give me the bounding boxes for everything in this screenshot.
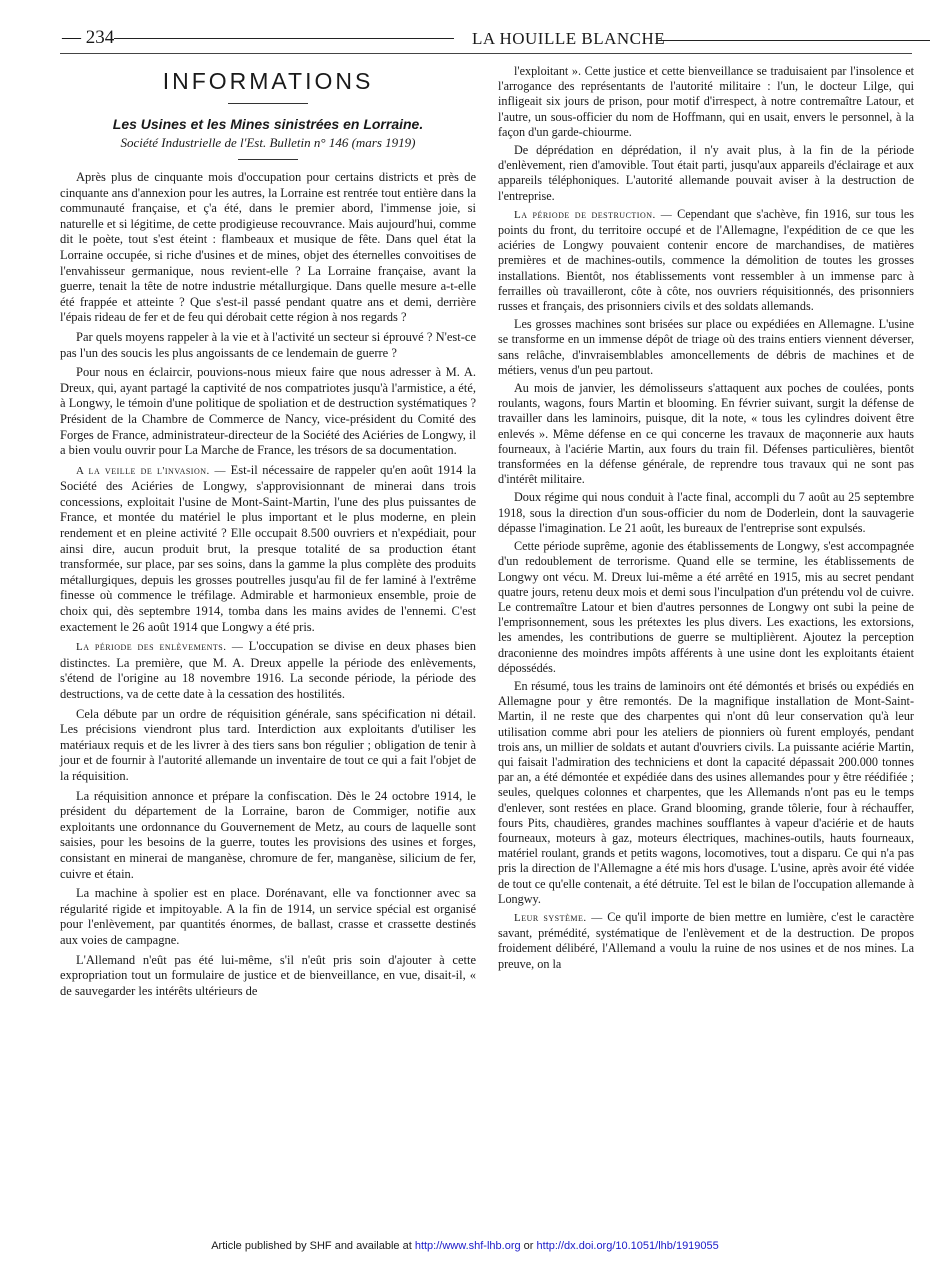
footer bbox=[0, 1240, 930, 1252]
section-lead: A la veille de l'invasion. — bbox=[76, 464, 226, 477]
paragraph-text: De déprédation en déprédation, il n'y avait plus, à la fin de la période d'enlèvement, rien d'amovible. Tout était parti, jusqu'aux appareils d'éclairage et aux appareils téléphoniques. L'autorité allemande pouvait aviser à la destruction de l'entreprise. bbox=[498, 143, 914, 203]
paragraph bbox=[498, 381, 914, 487]
paragraph-text: l'exploitant ». Cette justice et cette bienveillance se traduisaient par l'insolence et l'arrogance des représentants de l'autorité militaire : l'un, le docteur Lilge, qui infligeait six jours de prison, pour motif d'irrespect, à notre contremaître Latour, et l'autre, un sous-officier du nom de Hoffmann, qui en usait, envers le personnel, à la façon d'un garde-chiourme. bbox=[498, 64, 914, 139]
paragraph-text: L'occupation se divise en deux phases bien distinctes. La première, que M. A. Dreux appelle la période des enlèvements, s'étend de l'origine au 18 novembre 1916. La seconde période, la période des destructions, va de cette date à la cessation des hostilités. bbox=[60, 639, 476, 701]
page-number: — 234 bbox=[62, 27, 115, 48]
left-column-body bbox=[60, 170, 476, 999]
article-title: Les Usines et les Mines sinistrées en Lorraine. bbox=[112, 116, 424, 132]
paragraph-text: La machine à spolier est en place. Dorénavant, elle va fonctionner avec sa régularité rigide et impitoyable. A la fin de 1914, un service spécial est organisé pour l'enlèvement, par quantités énormes, de ballast, crasse et crassette destinés aux voies de campagne. bbox=[60, 886, 476, 947]
paragraph-text: Cela débute par un ordre de réquisition générale, sans spécification ni détail. Les précisions viendront plus tard. Interdiction aux exploitants d'utiliser les matériaux requis et de les livrer à des tiers sans bon régulier ; obligation de tenir à jour et de fournir à l'autorité allemande un inventaire de tout ce qui a fait l'objet de la réquisition. bbox=[60, 706, 476, 783]
page-header bbox=[62, 27, 912, 49]
paragraph-text: Au mois de janvier, les démolisseurs s'attaquent aux poches de coulées, ponts roulants, wagons, fours Martin et blooming. En février suivant, surgit la défense de travailler dans les laminoirs, puisque, dit la note, « tous les cylindres doivent être enlevés ». Même défense en ce qui concerne les travaux de maçonnerie aux hauts fourneaux, à l'aciérie Martin, aux fours du train fil. Défenses particulières, bientôt transformées en la défense générale, de reprendre tous travaux qui ne sont pas d'intérêt militaire. bbox=[498, 381, 914, 487]
footer-text: Article published by SHF and available at bbox=[211, 1240, 415, 1252]
header-rule-left bbox=[114, 38, 454, 39]
title-rule bbox=[228, 103, 308, 104]
left-column bbox=[60, 64, 476, 1003]
paragraph bbox=[498, 207, 914, 314]
article-source: Société Industrielle de l'Est. Bulletin n° 146 (mars 1919) bbox=[120, 135, 416, 150]
journal-title: LA HOUILLE BLANCHE bbox=[472, 29, 666, 48]
footer-link-doi[interactable]: http://dx.doi.org/10.1051/lhb/1919055 bbox=[536, 1240, 719, 1252]
section-lead: Leur système. — bbox=[514, 911, 603, 924]
paragraph bbox=[60, 170, 476, 326]
paragraph bbox=[60, 953, 476, 1000]
paragraph bbox=[498, 64, 914, 140]
section-title: INFORMATIONS bbox=[162, 68, 374, 94]
paragraph bbox=[498, 910, 914, 972]
paragraph-text: En résumé, tous les trains de laminoirs ont été démontés et brisés ou expédiés en Allemagne pour y être remontés. De la magnifique installation de Mont-Saint-Martin, il ne reste que des charpentes qui n'ont dû leur conservation qu'à leur utilisation comme abri pour les ateliers de pionniers où furent employés, pendant trois ans, un millier de soldats et autant d'ouvriers civils. La puissante aciérie Martin, qui faisait l'admiration des techniciens et dont la capacité dépassait 200.000 tonnes par an, a été démontée et expédiée dans des usines allemandes pour y être réédifiée ; seules, quelques colonnes et charpentes, que les Allemands n'ont pas eu le temps d'enlever, sont restées en place. Grand blooming, grande tôlerie, four à réchauffer, fours Pits, chaudières, grandes machines soufflantes à vapeur d'aciérie et de hauts fourneaux, moteurs à gaz, moteurs électriques, machines-outils, hauts fourneaux, matériel roulant, grands et petits wagons, locomotives, tout a disparu. Ce qui n'a pas pris la direction de l'Allemagne a été mis hors d'usage. L'usine, après avoir été vidée de tout ce qu'elle contenait, a été détruite. Tel est le bilan de l'occupation allemande à Longwy. bbox=[498, 678, 914, 906]
header-rule-right bbox=[658, 40, 930, 41]
section-lead: La période de destruction. — bbox=[514, 208, 673, 221]
paragraph-text: Cette période suprême, agonie des établissements de Longwy, s'est accompagnée d'un redoublement de terrorisme. Quand elle se termine, les établissements de Longwy ont vécu. M. Dreux lui-même a été arrêté en 1915, mis au secret pendant quatre jours, retenu deux mois et demi sous l'inculpation d'un prétendu vol de cuivre. Le contremaître Latour et bien d'autres personnes de Longwy ont subi la peine de l'emprisonnement, sous les prétextes les plus divers. Les exactions, les extorsions, les amendes, les contributions de guerre se multiplièrent. Ajoutez la perception draconienne des moindres impôts afférents à une usine dont les exploitants étaient dépossédés. bbox=[498, 539, 914, 675]
section-lead: La période des enlèvements. — bbox=[76, 641, 244, 654]
paragraph-text: Par quels moyens rappeler à la vie et à l'activité un secteur si éprouvé ? N'est-ce pas l'un des soucis les plus angoissants de ce lendemain de guerre ? bbox=[60, 329, 476, 360]
paragraph-text: Pour nous en éclaircir, pouvions-nous mieux faire que nous adresser à M. A. Dreux, qui, ayant partagé la captivité de nos compatriotes jusqu'à l'armistice, a été, à Longwy, le témoin d'une politique de spoliation et de destruction systématiques ? Président de la Chambre de Commerce de Nancy, vice-président du Comité des Forges de France, administrateur-directeur de la Société des Aciéries de Longwy, il a bien voulu ouvrir pour La Marche de France, les trésors de sa documentation. bbox=[60, 365, 476, 458]
paragraph bbox=[60, 365, 476, 459]
paragraph bbox=[60, 639, 476, 702]
paragraph bbox=[498, 679, 914, 907]
paragraph bbox=[498, 143, 914, 204]
paragraph-text: Les grosses machines sont brisées sur place ou expédiées en Allemagne. L'usine se transforme en un immense dépôt de triage où des trains entiers viennent déverser, sans relâche, d'invraisemblables amoncellements de débris de machines et de métiers, venus d'un peu partout. bbox=[498, 317, 914, 377]
right-column-body bbox=[498, 64, 914, 972]
paragraph-text: Est-il nécessaire de rappeler qu'en août 1914 la Société des Aciéries de Longwy, s'approvisionnant de minerai dans trois concessions, exploitait l'usine de Mont-Saint-Martin, l'une des plus puissantes de France, et montée du matériel le plus important et le plus moderne, en plein rendement et en pleine activité ? Elle occupait 8.500 ouvriers et n'expédiait, pour ainsi dire, aucun produit brut, la presque totalité de sa production étant transformée, sur place, par ses soins, dans la gamme la plus complète des produits métallurgiques, depuis les grosses poutrelles jusqu'au fil de fer laminé à l'extrême finesse où commence le tréfilage. Admirable et harmonieux ensemble, proie de choix qui, dès septembre 1914, tomba dans les mains avides de l'ennemi. C'est exactement le 26 août 1914 que Longwy a été pris. bbox=[60, 462, 476, 634]
paragraph-text: Doux régime qui nous conduit à l'acte final, accompli du 7 août au 25 septembre 1918, sous la direction d'un sous-officier du nom de Doderlein, dont la sauvagerie dépasse l'imagination. Le 21 août, les bureaux de l'entreprise sont expulsés. bbox=[498, 490, 914, 535]
paragraph-text: Cependant que s'achève, fin 1916, sur tous les points du front, du territoire occupé et de l'Allemagne, l'expédition de ce que les aciéries de Longwy pouvaient contenir encore de marchandises, de matières premières et de machines-outils, commence la démolition de toutes les grosses installations. Bientôt, nos établissements vont ressembler à un immense parc à ferrailles où travailleront, côte à côte, nos ouvriers réquisitionnés, des prisonniers russes et français, des prisonniers civils et des soldats allemands. bbox=[498, 206, 914, 314]
paragraph bbox=[60, 886, 476, 948]
paragraph bbox=[60, 789, 476, 883]
paragraph bbox=[498, 490, 914, 536]
paragraph bbox=[60, 463, 476, 636]
paragraph-text: Ce qu'il importe de bien mettre en lumière, c'est le caractère savant, prémédité, systématique de l'enlèvement et de la destruction. De propos froidement délibéré, l'Allemand a voulu la ruine de nos usines et de nos mines. La preuve, on la bbox=[498, 909, 915, 971]
paragraph bbox=[60, 330, 476, 361]
footer-separator: or bbox=[520, 1240, 537, 1252]
paragraph-text: L'Allemand n'eût pas été lui-même, s'il n'eût pris soin d'ajouter à cette expropriation tout un formulaire de justice et de bienveillance, en vue, disait-il, « de sauvegarder les intérêts ultérieurs de bbox=[60, 952, 476, 998]
source-rule bbox=[238, 159, 298, 160]
paragraph-text: Après plus de cinquante mois d'occupation pour certains districts et près de cinquante ans d'annexion pour les autres, la Lorraine est rentrée tout entière dans la communauté française, et ç'a été, dans le premier abord, l'immense joie, si naturelle et si légitime, de cette prodigieuse recouvrance. Mais aujourd'hui, comme dit le poète, tout s'est éteint : flambeaux et musique de fête. Dans quel état la Lorraine occupée, si riche d'usines et de mines, objet des éternelles convoitises de l'envahisseur germanique, nous revient-elle ? La Lorraine française, avant la guerre, tenait la tête de notre industrie métallurgique. Dans quelle mesure a-t-elle été frappée et atteinte ? Que s'est-il passé pendant quatre ans et demi, derrière l'épais rideau de fer et de feu qui dérobait cette région à nos regards ? bbox=[60, 170, 476, 325]
paragraph bbox=[60, 707, 476, 785]
footer-link-shf[interactable]: http://www.shf-lhb.org bbox=[414, 1240, 521, 1252]
paragraph-text: La réquisition annonce et prépare la confiscation. Dès le 24 octobre 1914, le président du département de la Lorraine, baron de Commiger, notifie aux exploitants une ordonnance du Gouvernement de Metz, au cours de laquelle sont saisies, pour les besoins de la guerre, toutes les provisions des usines et forges, consistant en minerai de manganèse, chromure de fer, manganèse, silicium de fer, cuivre et étain. bbox=[60, 788, 476, 881]
right-column bbox=[498, 64, 914, 975]
header-divider bbox=[60, 53, 912, 54]
paragraph bbox=[498, 317, 914, 378]
paragraph bbox=[498, 539, 914, 676]
